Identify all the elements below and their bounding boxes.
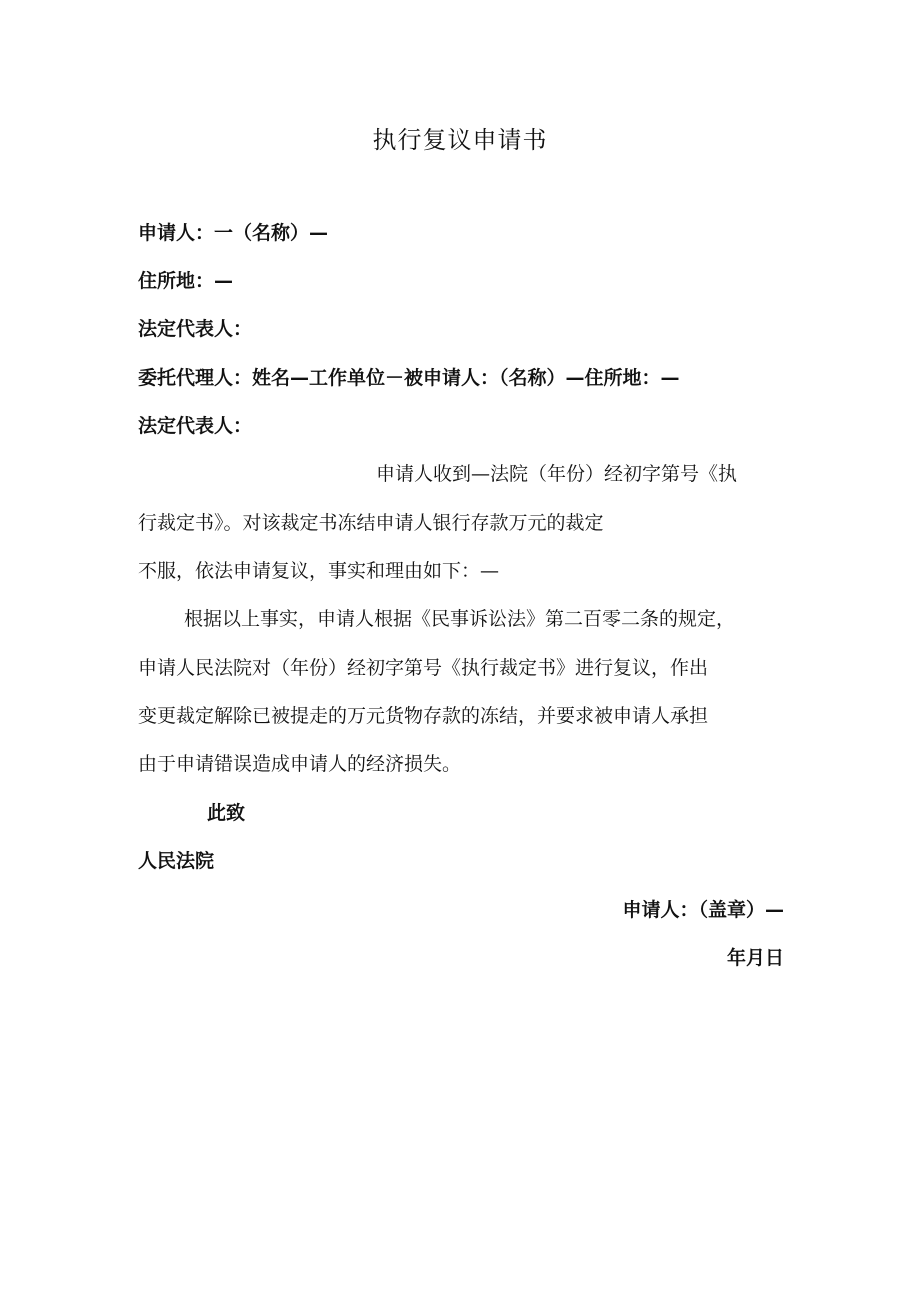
body-para2-line-3: 变更裁定解除已被提走的万元货物存款的冻结，并要求被申请人承担 (138, 705, 709, 727)
respondent-legal-representative-field: 法定代表人： (138, 415, 253, 437)
recipient-court: 人民法院 (138, 850, 215, 872)
signature-date: 年月日 (726, 947, 784, 969)
body-line-2: 行裁定书》。对该裁定书冻结申请人银行存款万元的裁定 (138, 512, 604, 534)
body-line-3: 不服，依法申请复议，事实和理由如下：— (138, 560, 500, 582)
salutation: 此致 (207, 802, 246, 824)
document-title: 执行复议申请书 (372, 126, 548, 154)
applicant-signature: 申请人：（盖章）— (622, 899, 784, 921)
body-para2-line-1: 根据以上事实，申请人根据《民事诉讼法》第二百零二条的规定， (184, 608, 736, 630)
body-para2-line-2: 申请人民法院对（年份）经初字第号《执行裁定书》进行复议，作出 (138, 657, 709, 679)
body-para2-line-4: 由于申请错误造成申请人的经济损失。 (138, 753, 462, 775)
legal-representative-field: 法定代表人： (138, 318, 253, 340)
applicant-field: 申请人：一（名称）— (138, 222, 329, 244)
body-line-1: 申请人收到—法院（年份）经初字第号《执 (376, 463, 738, 485)
agent-and-respondent-field: 委托代理人：姓名—工作单位－被申请人：（名称）—住所地：— (138, 367, 680, 389)
address-field: 住所地：— (138, 270, 234, 292)
